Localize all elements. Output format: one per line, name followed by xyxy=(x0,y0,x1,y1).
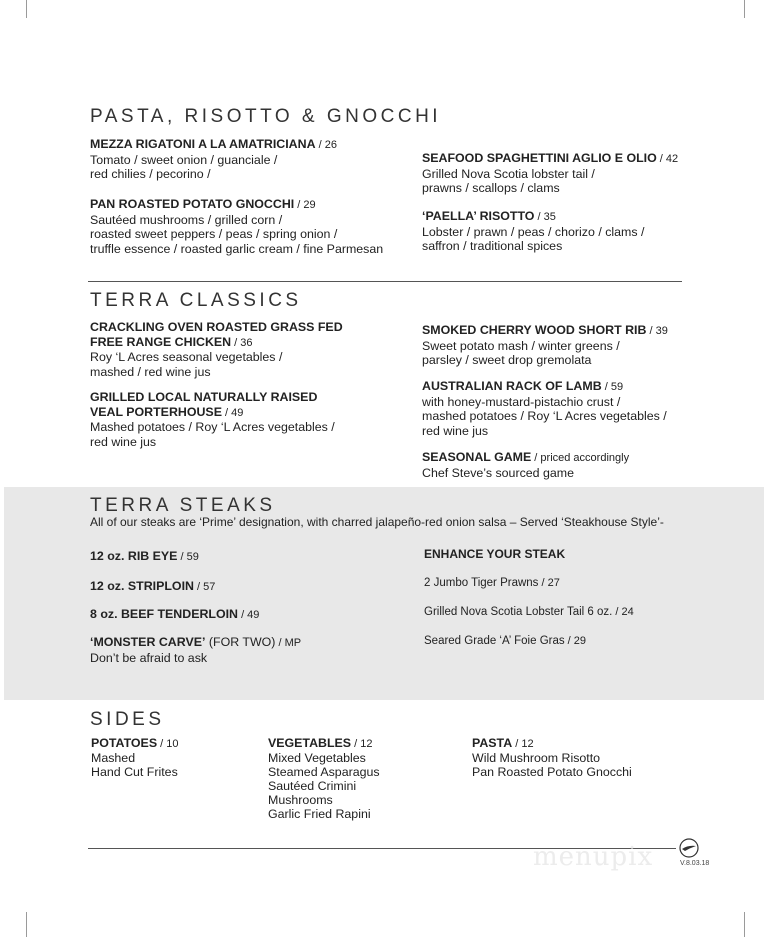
side-item: Hand Cut Frites xyxy=(91,765,178,779)
classics-item xyxy=(90,320,343,379)
side-item: Pan Roasted Potato Gnocchi xyxy=(472,765,632,779)
item-desc: Chef Steve’s sourced game xyxy=(422,465,574,480)
item-name: Grilled Nova Scotia Lobster Tail 6 oz. xyxy=(424,606,613,618)
steak-item xyxy=(90,579,215,595)
side-item: Steamed Asparagus xyxy=(268,765,380,779)
steak-item xyxy=(90,635,301,665)
item-desc: parsley / sweet drop gremolata xyxy=(422,353,592,367)
item-desc: Mashed potatoes / Roy ‘L Acres vegetables / xyxy=(90,420,335,434)
item-desc: truffle essence / roasted garlic cream / fine Parmesan xyxy=(90,241,384,256)
crop-mark-bottom-right xyxy=(744,912,745,937)
enhance-item xyxy=(424,635,586,647)
crop-mark-top-right xyxy=(744,0,745,18)
classics-item xyxy=(422,379,667,438)
side-price: / 12 xyxy=(512,738,534,750)
item-name: ‘PAELLA’ RISOTTO xyxy=(422,209,535,223)
enhance-item xyxy=(424,577,560,589)
item-price: / 36 xyxy=(231,336,253,349)
item-price: / priced accordingly xyxy=(531,452,630,464)
side-header: PASTA xyxy=(472,736,513,750)
crop-mark-top-left xyxy=(26,0,27,18)
pasta-item xyxy=(90,197,383,256)
side-item: Mashed xyxy=(91,751,136,765)
item-name: Seared Grade ‘A’ Foie Gras xyxy=(424,635,565,647)
item-desc: Sautéed mushrooms / grilled corn / xyxy=(90,212,283,227)
item-price: / 29 xyxy=(564,635,587,647)
item-price: / 49 xyxy=(238,609,260,621)
side-item: Mixed Vegetables xyxy=(268,751,366,765)
item-name-cont: FREE RANGE CHICKEN xyxy=(90,334,232,349)
pasta-item xyxy=(422,151,678,196)
crop-mark-bottom-left xyxy=(26,912,27,937)
section-divider xyxy=(88,281,682,282)
item-name-cont: VEAL PORTERHOUSE xyxy=(90,404,222,419)
item-desc: Sweet potato mash / winter greens / xyxy=(422,338,620,353)
item-price: / MP xyxy=(275,637,302,649)
side-price: / 10 xyxy=(157,738,179,750)
sides-column-potatoes xyxy=(91,736,179,779)
item-desc: mashed / red wine jus xyxy=(90,364,211,379)
item-price: / 59 xyxy=(601,381,624,393)
side-price: / 12 xyxy=(351,738,373,750)
item-price: / 57 xyxy=(193,581,216,593)
menupix-watermark: menupix xyxy=(533,842,654,872)
item-desc: red chilies / pecorino / xyxy=(90,167,211,181)
steaks-subtitle: All of our steaks are ‘Prime’ designation, with charred jalapeño-red onion salsa – Served ‘Steakhouse Style’- xyxy=(90,515,664,529)
pasta-item xyxy=(90,137,337,182)
item-desc: prawns / scallops / clams xyxy=(422,181,560,195)
side-header: POTATOES xyxy=(91,736,158,750)
item-price: / 26 xyxy=(315,139,337,151)
side-item: Garlic Fried Rapini xyxy=(268,807,371,821)
item-price: / 24 xyxy=(612,606,634,618)
item-desc: with honey-mustard-pistachio crust / xyxy=(422,394,621,409)
sides-section-title: SIDES xyxy=(90,709,165,730)
item-price: / 42 xyxy=(656,153,679,165)
side-header: VEGETABLES xyxy=(268,736,352,750)
item-name: 12 oz. RIB EYE xyxy=(90,549,178,563)
item-name: AUSTRALIAN RACK OF LAMB xyxy=(422,379,602,393)
item-name: CRACKLING OVEN ROASTED GRASS FED xyxy=(90,320,343,334)
version-label: V.8.03.18 xyxy=(680,860,710,867)
item-price: / 29 xyxy=(294,199,316,211)
item-desc: roasted sweet peppers / peas / spring onion / xyxy=(90,227,338,241)
item-price: / 35 xyxy=(534,211,556,223)
sides-column-pasta xyxy=(472,736,632,779)
sides-column-vegetables xyxy=(268,736,380,821)
item-price: / 27 xyxy=(538,577,560,589)
steak-item xyxy=(90,607,259,623)
item-price: / 59 xyxy=(177,551,199,563)
enhance-title: ENHANCE YOUR STEAK xyxy=(424,547,566,561)
item-name: SMOKED CHERRY WOOD SHORT RIB xyxy=(422,323,647,337)
item-price: / 49 xyxy=(221,406,244,419)
side-item: Wild Mushroom Risotto xyxy=(472,751,601,765)
bird-emblem-icon xyxy=(679,838,699,858)
item-desc: saffron / traditional spices xyxy=(422,239,563,253)
item-desc: Grilled Nova Scotia lobster tail / xyxy=(422,166,595,181)
item-desc: Don’t be afraid to ask xyxy=(90,650,208,665)
steaks-section-title: TERRA STEAKS xyxy=(90,495,276,516)
classics-item xyxy=(90,390,335,449)
item-desc: red wine jus xyxy=(422,423,489,438)
item-name: 12 oz. STRIPLOIN xyxy=(90,579,194,593)
item-name: ‘MONSTER CARVE’ xyxy=(90,635,206,649)
classics-item xyxy=(422,323,668,368)
item-name: GRILLED LOCAL NATURALLY RAISED xyxy=(90,390,318,404)
classics-section-title: TERRA CLASSICS xyxy=(90,290,302,311)
item-name: 2 Jumbo Tiger Prawns xyxy=(424,577,539,589)
item-desc: Tomato / sweet onion / guanciale / xyxy=(90,152,278,167)
side-item: Sautéed Crimini xyxy=(268,779,357,793)
item-desc: Lobster / prawn / peas / chorizo / clams / xyxy=(422,224,645,239)
item-extra: (FOR TWO) xyxy=(205,635,276,649)
pasta-section-title: PASTA, RISOTTO & GNOCCHI xyxy=(90,106,442,127)
item-desc: mashed potatoes / Roy ‘L Acres vegetables / xyxy=(422,409,667,423)
side-item: Mushrooms xyxy=(268,793,333,807)
pasta-item xyxy=(422,209,644,254)
item-name: PAN ROASTED POTATO GNOCCHI xyxy=(90,197,295,211)
item-name: MEZZA RIGATONI A LA AMATRICIANA xyxy=(90,137,316,151)
item-name: SEAFOOD SPAGHETTINI AGLIO E OLIO xyxy=(422,151,657,165)
item-desc: red wine jus xyxy=(90,434,157,449)
item-price: / 39 xyxy=(646,325,668,337)
steak-item xyxy=(90,549,199,565)
item-desc: Roy ‘L Acres seasonal vegetables / xyxy=(90,350,283,364)
enhance-item xyxy=(424,606,634,618)
item-name: SEASONAL GAME xyxy=(422,450,532,464)
classics-item xyxy=(422,450,629,480)
item-name: 8 oz. BEEF TENDERLOIN xyxy=(90,607,239,621)
